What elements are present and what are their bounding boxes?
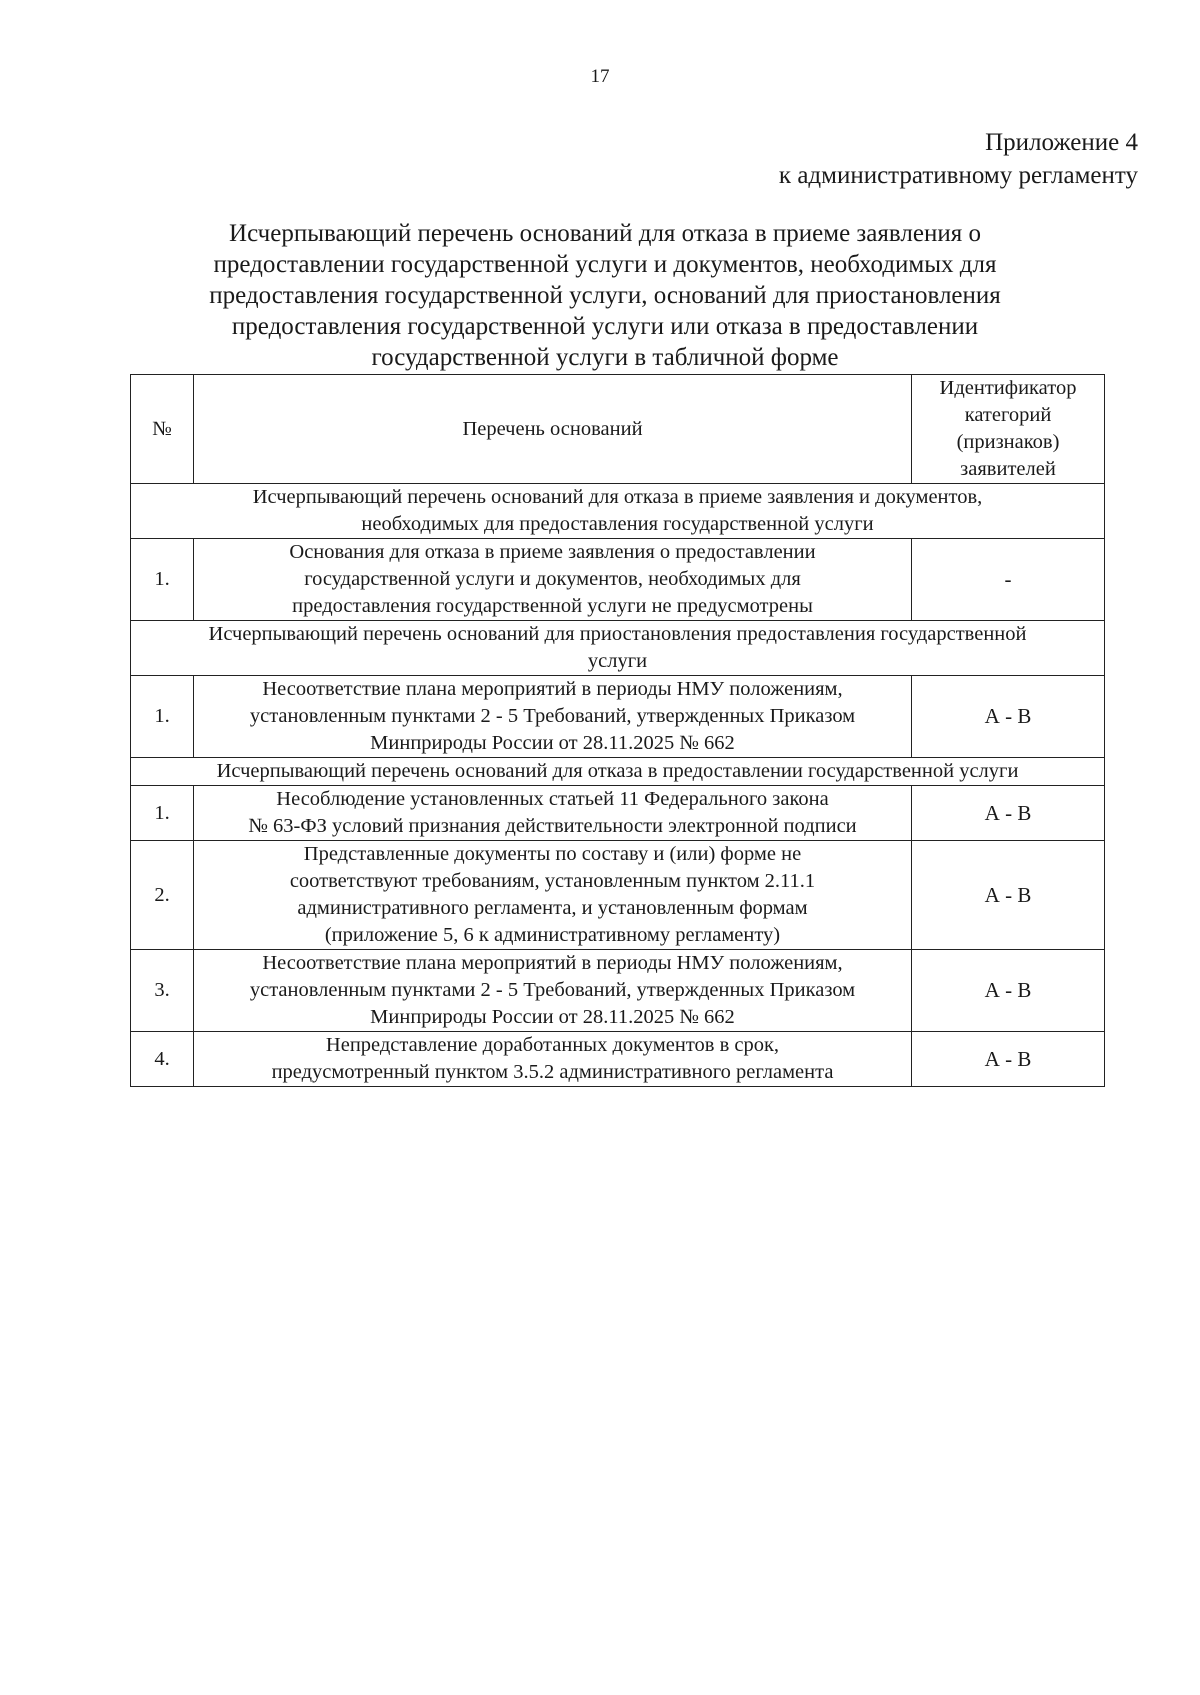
header-identifier-line: категорий: [964, 404, 1052, 426]
row-text-line: предусмотренный пунктом 3.5.2 административного регламента: [271, 1061, 834, 1083]
section-heading-line: Исчерпывающий перечень оснований для приостановления предоставления государственной: [208, 623, 1027, 645]
row-num: 4.: [131, 1032, 194, 1087]
row-text-line: (приложение 5, 6 к административному регламенту): [324, 924, 781, 946]
header-grounds: Перечень оснований: [194, 375, 912, 484]
row-text-line: Представленные документы по составу и (или) форме не: [303, 843, 802, 865]
document-title: [175, 218, 1035, 373]
row-text-line: установленным пунктами 2 - 5 Требований, утвержденных Приказом: [249, 979, 856, 1001]
section-heading-line: необходимых для предоставления государственной услуги: [361, 513, 874, 535]
header-identifier-line: Идентификатор: [939, 377, 1077, 399]
row-identifier: -: [912, 539, 1105, 621]
appendix-line-1: Приложение 4: [985, 129, 1138, 156]
row-identifier: А - В: [912, 1032, 1105, 1087]
row-text-line: Непредставление доработанных документов в срок,: [325, 1034, 780, 1056]
header-identifier: [912, 375, 1105, 484]
row-num: 1.: [131, 539, 194, 621]
row-grounds: [194, 786, 912, 841]
table-row: [131, 950, 1105, 1032]
section-heading-line: Исчерпывающий перечень оснований для отказа в предоставлении государственной услуги: [216, 760, 1019, 782]
table-row: [131, 1032, 1105, 1087]
row-text-line: государственной услуги и документов, необходимых для: [304, 568, 801, 590]
grounds-table: [130, 374, 1105, 1087]
row-num: 1.: [131, 786, 194, 841]
section-heading: [131, 484, 1105, 539]
section-heading-line: услуги: [587, 650, 648, 672]
row-num: 1.: [131, 676, 194, 758]
header-num: №: [131, 375, 194, 484]
row-text-line: Несоответствие плана мероприятий в периоды НМУ положениям,: [262, 952, 843, 974]
table-row: [131, 841, 1105, 950]
title-line: предоставлении государственной услуги и документов, необходимых для: [213, 251, 997, 278]
section-heading: [131, 758, 1105, 786]
row-identifier: А - В: [912, 676, 1105, 758]
section-heading-row: [131, 758, 1105, 786]
title-line: предоставления государственной услуги или отказа в предоставлении: [231, 313, 979, 340]
page-number: 17: [590, 66, 610, 87]
row-text-line: Основания для отказа в приеме заявления о предоставлении: [289, 541, 816, 563]
row-text-line: Минприроды России от 28.11.2025 № 662: [370, 732, 735, 754]
header-identifier-line: (признаков): [956, 431, 1060, 453]
table-row: [131, 539, 1105, 621]
row-text-line: соответствуют требованиям, установленным пунктом 2.11.1: [289, 870, 816, 892]
row-text-line: № 63-ФЗ условий признания действительности электронной подписи: [248, 815, 857, 837]
row-text-line: Несоответствие плана мероприятий в периоды НМУ положениям,: [262, 678, 843, 700]
row-identifier: А - В: [912, 841, 1105, 950]
title-line: государственной услуги в табличной форме: [371, 344, 839, 371]
appendix-heading: [779, 126, 1138, 192]
row-text-line: Несоблюдение установленных статьей 11 Федерального закона: [276, 788, 829, 810]
appendix-line-2: к административному регламенту: [778, 162, 1138, 189]
row-text-line: административного регламента, и установленным формам: [297, 897, 808, 919]
row-num: 2.: [131, 841, 194, 950]
section-heading-line: Исчерпывающий перечень оснований для отказа в приеме заявления и документов,: [252, 486, 983, 508]
table-row: [131, 786, 1105, 841]
header-identifier-line: заявителей: [960, 458, 1056, 480]
section-heading: [131, 621, 1105, 676]
table-row: [131, 676, 1105, 758]
table-header-row: [131, 375, 1105, 484]
section-heading-row: [131, 484, 1105, 539]
row-text-line: предоставления государственной услуги не предусмотрены: [292, 595, 813, 617]
row-grounds: [194, 950, 912, 1032]
title-line: Исчерпывающий перечень оснований для отказа в приеме заявления о: [229, 220, 981, 247]
row-text-line: установленным пунктами 2 - 5 Требований, утвержденных Приказом: [249, 705, 856, 727]
row-grounds: [194, 1032, 912, 1087]
row-identifier: А - В: [912, 950, 1105, 1032]
row-grounds: [194, 539, 912, 621]
section-heading-row: [131, 621, 1105, 676]
row-text-line: Минприроды России от 28.11.2025 № 662: [370, 1006, 735, 1028]
row-grounds: [194, 676, 912, 758]
row-grounds: [194, 841, 912, 950]
title-line: предоставления государственной услуги, оснований для приостановления: [209, 282, 1001, 309]
row-num: 3.: [131, 950, 194, 1032]
row-identifier: А - В: [912, 786, 1105, 841]
